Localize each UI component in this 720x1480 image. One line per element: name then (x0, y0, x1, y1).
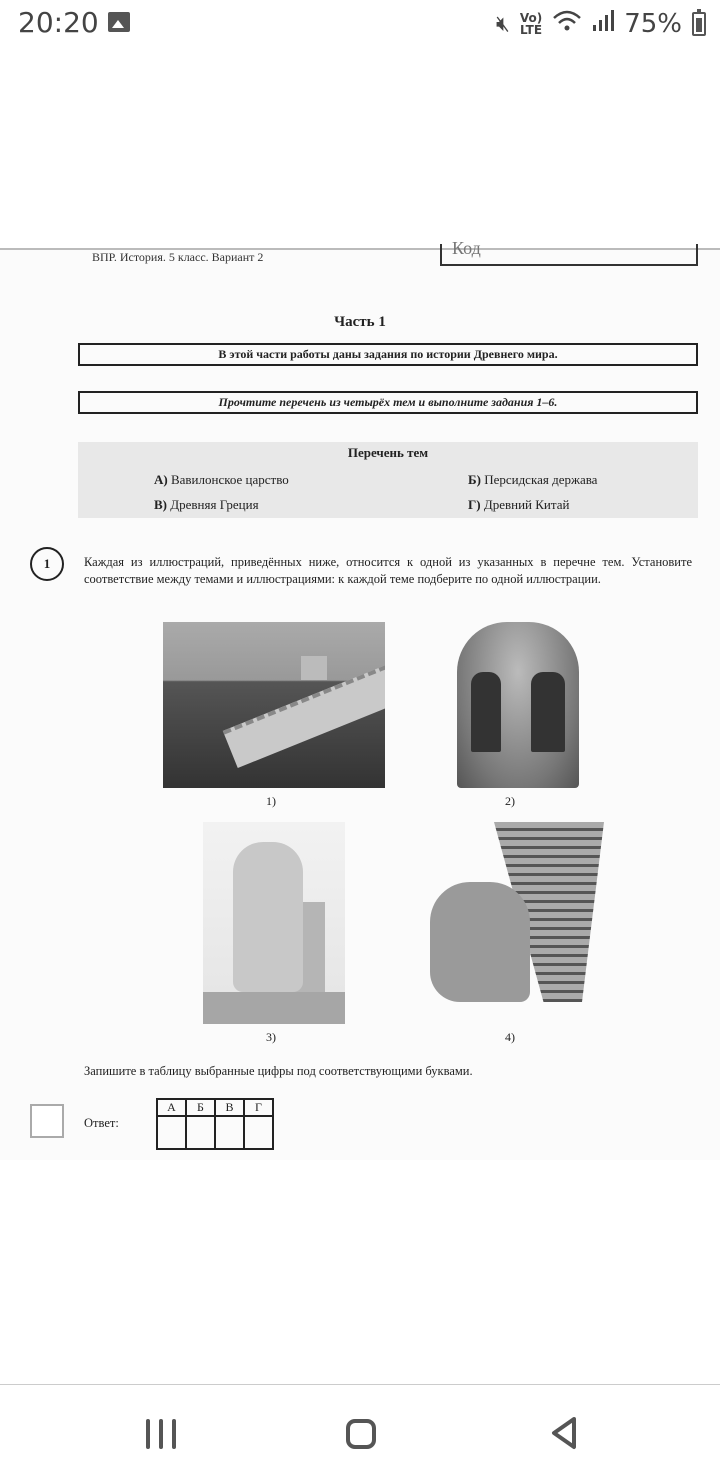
theme-a: А) Вавилонское царство (154, 472, 289, 487)
rhyton-lion (430, 882, 530, 1002)
signal-icon (592, 10, 614, 38)
statue-base (203, 992, 345, 1024)
answer-header-a: А (157, 1099, 186, 1116)
answer-cell-a[interactable] (157, 1116, 186, 1149)
status-time: 20:20 (18, 6, 99, 39)
navigation-bar (0, 1385, 720, 1480)
illustration-label-4: 4) (505, 1030, 515, 1044)
status-icons (496, 6, 706, 42)
back-button[interactable] (548, 1415, 578, 1451)
back-icon (548, 1415, 578, 1451)
figure-right (531, 672, 565, 752)
illustration-label-2: 2) (505, 794, 515, 808)
answer-checkbox (30, 1104, 64, 1138)
illustration-label-3: 3) (266, 1030, 276, 1044)
status-bar (0, 0, 720, 48)
intro-box: В этой части работы даны задания по истории Древнего мира. (78, 343, 698, 366)
wifi-icon (552, 10, 582, 38)
illustration-rhyton (424, 822, 606, 1024)
code-label: Код (452, 238, 481, 258)
battery-percent: 75% (624, 9, 682, 39)
themes-list (78, 442, 698, 518)
part-title: Часть 1 (334, 314, 386, 330)
statue-body (233, 842, 303, 992)
answer-cell-g[interactable] (244, 1116, 273, 1149)
themes-title: Перечень тем (347, 445, 429, 460)
question-text: Каждая из иллюстраций, приведённых ниже, относится к одной из указанных в перечне тем. Установите соответствие между темами и иллюстрациями: к каждой теме подберите по одной иллюстрации. (84, 555, 692, 586)
home-button[interactable] (346, 1419, 376, 1449)
write-instruction: Запишите в таблицу выбранные цифры под соответствующими буквами. (84, 1064, 473, 1078)
illustration-statue (203, 822, 345, 1024)
answer-header-g: Г (244, 1099, 273, 1116)
figure-left (471, 672, 501, 752)
illustration-label-1: 1) (266, 794, 276, 808)
answer-header-b: Б (186, 1099, 215, 1116)
question-number: 1 (30, 547, 64, 581)
theme-v: В) Древняя Греция (154, 497, 259, 512)
tower-shape (301, 656, 327, 680)
mute-icon: 🔇︎ (495, 11, 510, 37)
battery-icon (692, 12, 706, 36)
volte-icon: Vo) LTE (519, 11, 543, 37)
theme-b: Б) Персидская держава (468, 472, 598, 487)
answer-cell-b[interactable] (186, 1116, 215, 1149)
answer-label: Ответ: (84, 1116, 119, 1130)
illustration-great-wall (163, 622, 385, 788)
code-box (440, 238, 698, 266)
answer-table (156, 1098, 274, 1150)
answer-cell-v[interactable] (215, 1116, 244, 1149)
document-page[interactable] (0, 238, 720, 1160)
illustration-stele (457, 622, 579, 788)
recents-button[interactable] (146, 1419, 176, 1449)
doc-header: ВПР. История. 5 класс. Вариант 2 (92, 250, 264, 264)
theme-g: Г) Древний Китай (468, 497, 570, 512)
answer-header-v: В (215, 1099, 244, 1116)
instruction-box: Прочтите перечень из четырёх тем и выполните задания 1–6. (78, 391, 698, 414)
gallery-icon (108, 12, 130, 32)
